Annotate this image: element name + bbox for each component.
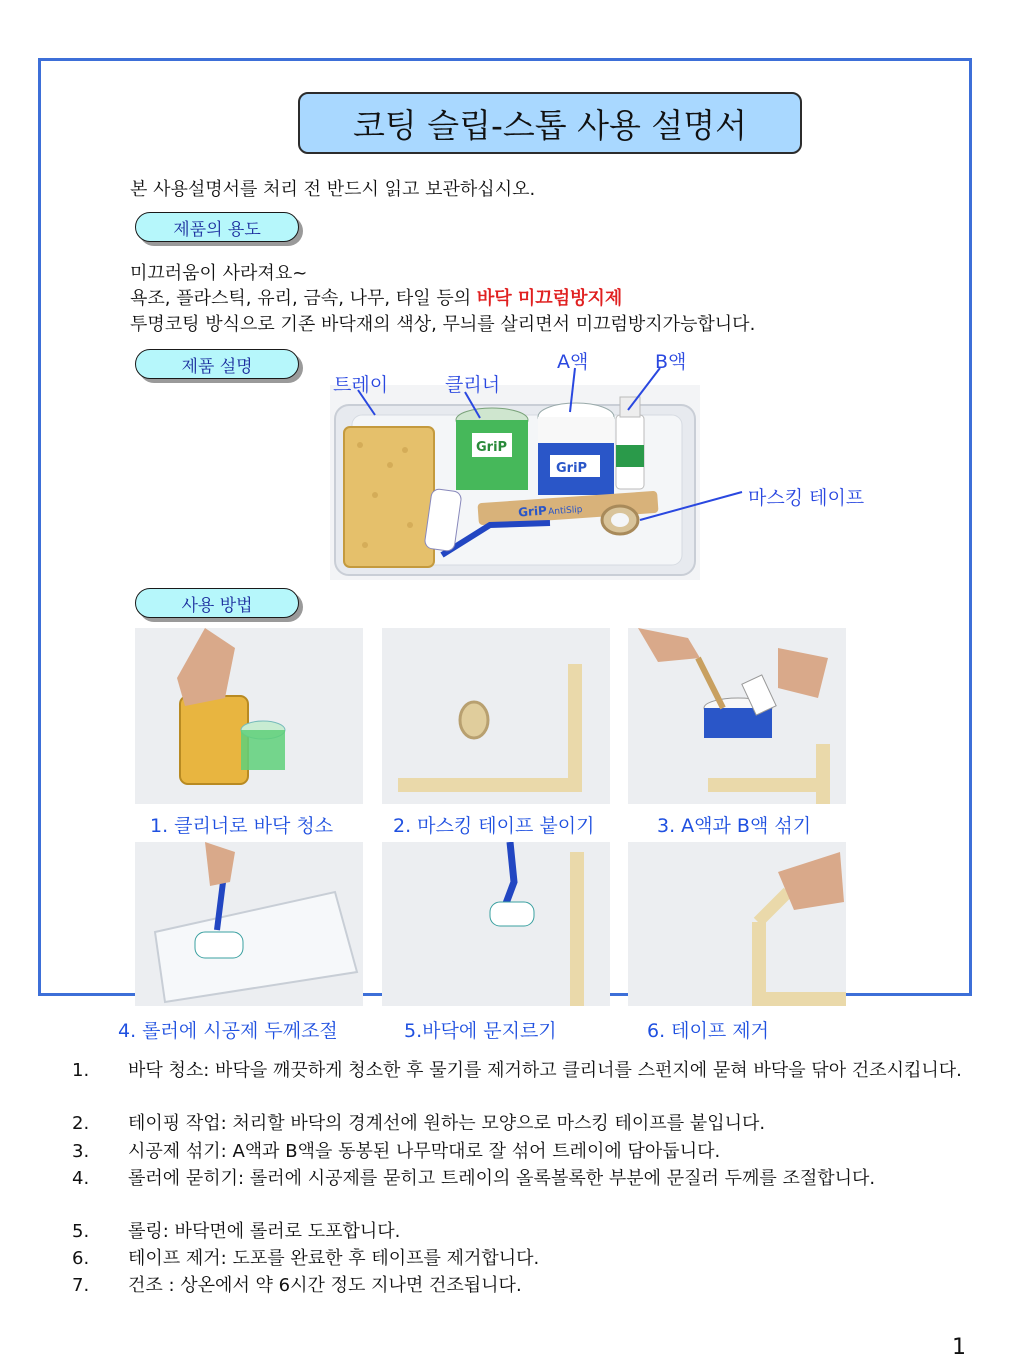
instruction-step-5 xyxy=(72,1220,977,1244)
step-number: 3. xyxy=(72,1141,90,1162)
step-caption-1: 1. 클리너로 바닥 청소 xyxy=(150,815,334,837)
label-liquid-a: A액 xyxy=(557,351,589,373)
section-description-badge: 제품 설명 xyxy=(135,349,299,379)
page-title: 코팅 슬립-스톱 사용 설명서 xyxy=(298,92,802,154)
step-photo-3 xyxy=(628,628,846,804)
step-caption-2: 2. 마스킹 테이프 붙이기 xyxy=(393,815,595,837)
step-text: 테이프 제거: 도포를 완료한 후 테이프를 제거합니다. xyxy=(128,1248,540,1269)
instruction-step-7 xyxy=(72,1274,977,1298)
instruction-step-3 xyxy=(72,1140,977,1164)
step-photo-4 xyxy=(135,842,363,1006)
section-method-badge: 사용 방법 xyxy=(135,588,299,618)
step-caption-6: 6. 테이프 제거 xyxy=(647,1020,769,1042)
roller-handle-sub: AntiSlip xyxy=(547,505,583,518)
step-caption-4: 4. 롤러에 시공제 두께조절 xyxy=(118,1020,338,1042)
usage-line-3: 투명코팅 방식으로 기존 바닥재의 색상, 무늬를 살리면서 미끄럼방지가능합니다. xyxy=(130,314,756,335)
label-liquid-b: B액 xyxy=(655,351,687,373)
step-number: 2. xyxy=(72,1113,90,1134)
step-photo-6 xyxy=(628,842,846,1006)
usage-line-1: 미끄러움이 사라져요~ xyxy=(130,263,308,284)
step-text: 롤링: 바닥면에 롤러로 도포합니다. xyxy=(128,1221,401,1242)
instruction-step-1 xyxy=(72,1059,977,1083)
step-photo-5 xyxy=(382,842,610,1006)
instruction-step-6 xyxy=(72,1247,977,1271)
step-number: 5. xyxy=(72,1221,90,1242)
step-text: 건조 : 상온에서 약 6시간 정도 지나면 건조됩니다. xyxy=(128,1275,522,1296)
a-jar-logo: GriP xyxy=(556,461,588,476)
instruction-step-4 xyxy=(72,1167,977,1191)
step-text: 롤러에 묻히기: 롤러에 시공제를 묻히고 트레이의 올록볼록한 부분에 문질러 두께를 조절합니다. xyxy=(128,1168,876,1189)
step-number: 1. xyxy=(72,1060,90,1081)
roller-handle-logo: GriP xyxy=(517,503,548,520)
label-tray: 트레이 xyxy=(333,374,389,396)
step-number: 7. xyxy=(72,1275,90,1296)
step-photo-2 xyxy=(382,628,610,804)
step-caption-3: 3. A액과 B액 섞기 xyxy=(657,815,812,837)
step-number: 4. xyxy=(72,1168,90,1189)
step-photo-1 xyxy=(135,628,363,804)
section-usage-badge: 제품의 용도 xyxy=(135,212,299,242)
usage-highlight: 바닥 미끄럼방지제 xyxy=(476,288,623,309)
intro-text: 본 사용설명서를 처리 전 반드시 읽고 보관하십시오. xyxy=(130,179,536,200)
step-number: 6. xyxy=(72,1248,90,1269)
usage-line-2: 욕조, 플라스틱, 유리, 금속, 나무, 타일 등의 바닥 미끄럼방지제 xyxy=(130,288,623,309)
step-text: 시공제 섞기: A액과 B액을 동봉된 나무막대로 잘 섞어 트레이에 담아둡니다. xyxy=(128,1141,721,1162)
step-text: 테이핑 작업: 처리할 바닥의 경계선에 원하는 모양으로 마스킹 테이프를 붙입니다. xyxy=(128,1113,766,1134)
step-caption-5: 5.바닥에 문지르기 xyxy=(404,1020,557,1042)
instruction-step-2 xyxy=(72,1112,977,1136)
cleaner-jar-logo: GriP xyxy=(476,440,508,455)
label-cleaner: 클리너 xyxy=(445,374,501,396)
page-number: 1 xyxy=(952,1335,966,1360)
step-text: 바닥 청소: 바닥을 깨끗하게 청소한 후 물기를 제거하고 클리너를 스펀지에 묻혀 바닥을 닦아 건조시킵니다. xyxy=(128,1060,962,1081)
label-masking-tape: 마스킹 테이프 xyxy=(748,487,865,509)
